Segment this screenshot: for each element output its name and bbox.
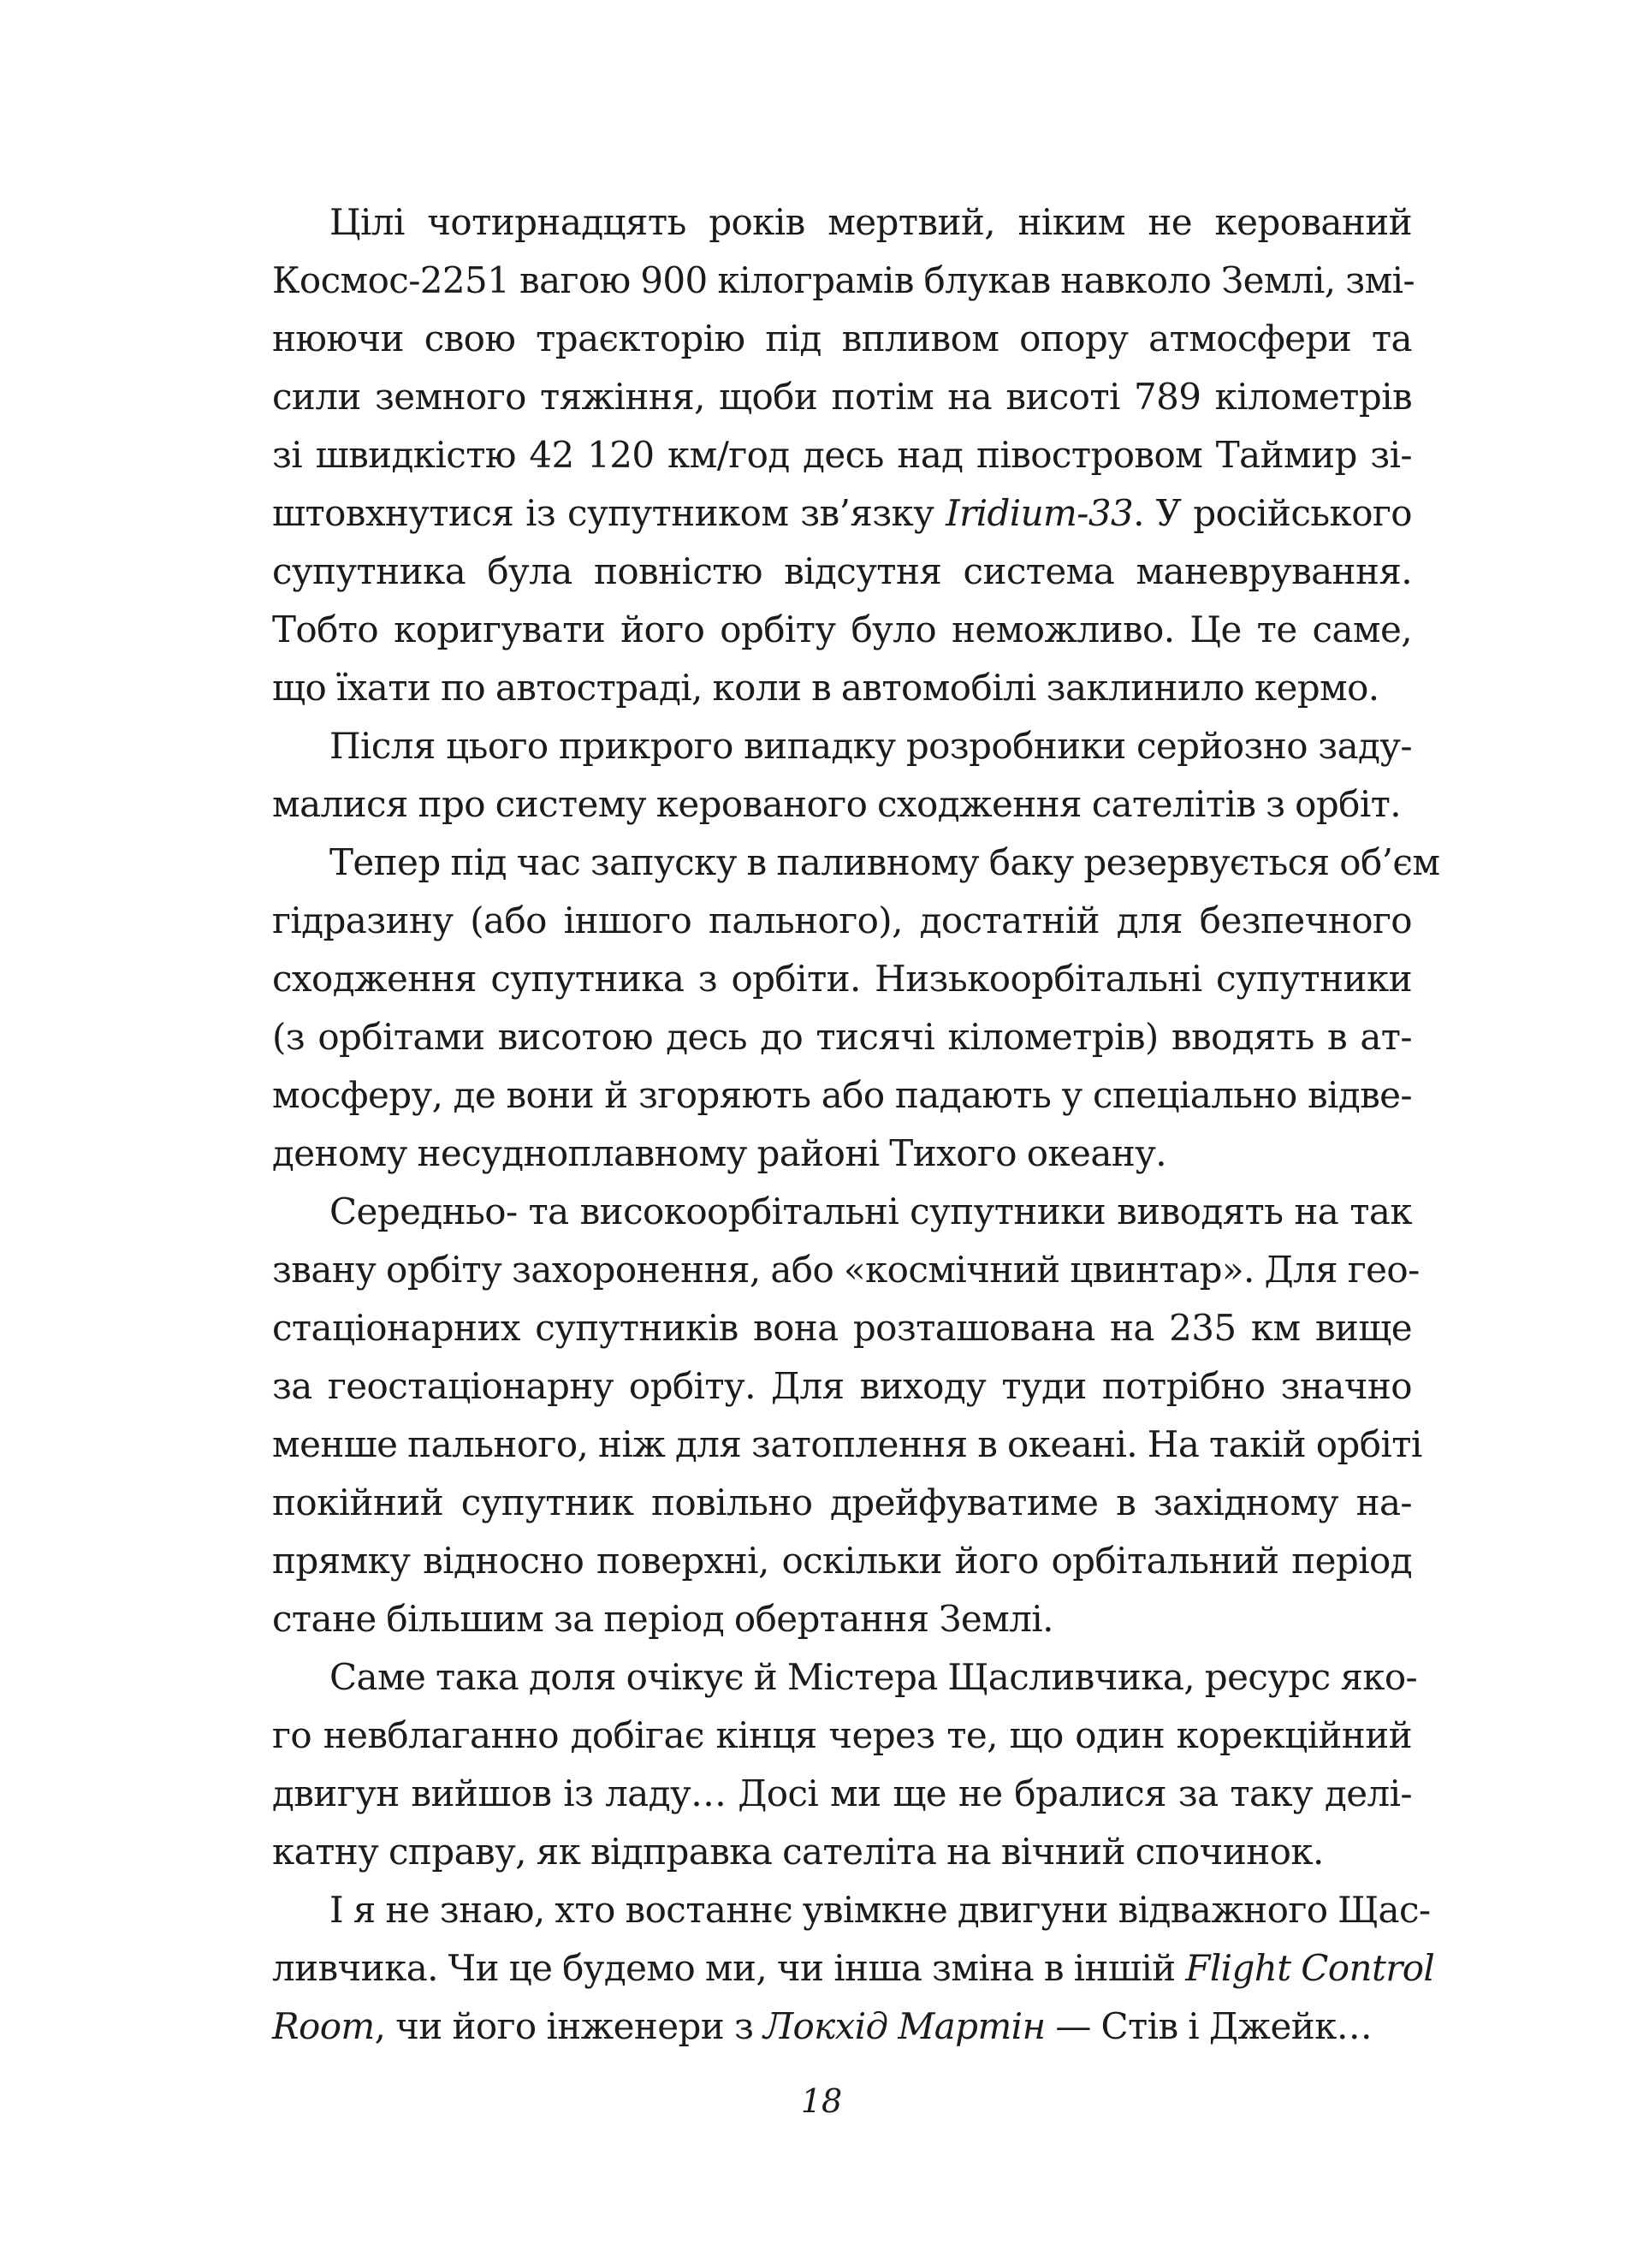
text-line	[272, 1707, 1412, 1765]
text-segment: ливчика. Чи це будемо ми, чи інша зміна в іншій	[272, 1947, 1186, 1989]
text-segment: Цілі чотирнадцять років мертвий, ніким не керований	[329, 201, 1412, 243]
text-segment: звану орбіту захоронення, або «космічний цвинтар». Для гео-	[272, 1249, 1420, 1291]
text-line	[272, 1998, 1412, 2056]
italic-text: Локхід Мартін	[763, 2005, 1046, 2047]
text-segment: за геостаціонарну орбіту. Для виходу туди потрібно значно	[272, 1365, 1412, 1407]
paragraph	[272, 1648, 1418, 1881]
text-segment: деному несудноплавному районі Тихого океану.	[272, 1132, 1167, 1174]
paragraph	[272, 717, 1412, 834]
text-segment: го невблаганно добігає кінця через те, що один корекційний	[272, 1714, 1412, 1756]
text-line	[272, 193, 1412, 252]
text-segment: стане більшим за період обертання Землі.	[272, 1598, 1053, 1640]
text-line	[272, 1183, 1412, 1241]
text-segment: Середньо- та високоорбітальні супутники виводять на так	[329, 1190, 1412, 1232]
text-segment: стаціонарних супутників вона розташована на 235 км вище	[272, 1307, 1412, 1349]
text-segment: Саме така доля очікує й Містера Щасливчика, ресурс яко-	[329, 1656, 1418, 1698]
text-segment: мосферу, де вони й згоряють або падають у спеціально відве-	[272, 1074, 1412, 1116]
text-line	[272, 1939, 1435, 1998]
text-line	[272, 1008, 1412, 1066]
text-segment: Тепер під час запуску в паливному баку резервується об’єм	[329, 841, 1440, 883]
text-segment: нюючи свою траєкторію під впливом опору атмосфери та	[272, 318, 1412, 359]
text-line	[272, 484, 1412, 543]
text-line	[272, 1881, 1431, 1939]
text-segment: І я не знаю, хто востаннє увімкне двигуни відважного Щас-	[329, 1889, 1431, 1931]
text-segment: двигун вийшов із ладу… Досі ми ще не бралися за таку делі-	[272, 1772, 1412, 1814]
text-line	[272, 950, 1412, 1008]
text-segment: — Стів і Джейк…	[1045, 2005, 1373, 2047]
text-line	[272, 892, 1412, 950]
paragraph	[272, 1881, 1435, 2056]
text-segment: сходження супутника з орбіти. Низькоорбітальні супутники	[272, 958, 1412, 1000]
text-line	[272, 775, 1412, 834]
page-number: 18	[800, 2082, 843, 2120]
text-line	[272, 1532, 1412, 1590]
text-segment: малися про систему керованого сходження сателітів з орбіт.	[272, 783, 1402, 825]
text-line	[272, 1474, 1412, 1532]
text-line	[272, 1416, 1422, 1474]
text-line	[272, 543, 1412, 601]
text-line	[272, 1125, 1412, 1183]
text-segment: (з орбітами висотою десь до тисячі кілометрів) вводять в ат-	[272, 1016, 1412, 1058]
text-line	[272, 1066, 1412, 1125]
text-line	[272, 834, 1440, 892]
text-line	[272, 368, 1412, 426]
text-line	[272, 601, 1412, 659]
text-line	[272, 426, 1412, 484]
text-line	[272, 1823, 1412, 1881]
body-text	[272, 193, 1440, 2056]
paragraph	[272, 1183, 1422, 1648]
text-segment: . У російського	[1133, 492, 1412, 534]
text-line	[272, 717, 1412, 775]
italic-text: Iridium-33	[946, 492, 1134, 534]
text-segment: прямку відносно поверхні, оскільки його орбітальний період	[272, 1540, 1412, 1582]
text-line	[272, 1648, 1418, 1707]
text-line	[272, 310, 1412, 368]
paragraph	[272, 834, 1440, 1183]
text-segment: штовхнутися із супутником зв’язку	[272, 492, 946, 534]
text-segment: менше пального, ніж для затоплення в океані. На такій орбіті	[272, 1423, 1422, 1465]
text-segment: , чи його інженери з	[374, 2005, 764, 2047]
italic-text: Flight Control	[1185, 1947, 1435, 1989]
text-segment: Тобто коригувати його орбіту було неможливо. Це те саме,	[272, 609, 1412, 650]
italic-text: Room	[272, 2005, 375, 2047]
text-segment: зі швидкістю 42 120 км/год десь над півостровом Таймир зі-	[272, 434, 1412, 476]
text-segment: супутника була повністю відсутня система маневрування.	[272, 550, 1412, 592]
text-line	[272, 252, 1415, 310]
text-segment: що їхати по автостраді, коли в автомобілі заклинило кермо.	[272, 667, 1379, 709]
text-segment: Після цього прикрого випадку розробники серйозно заду-	[329, 725, 1412, 767]
text-segment: гідразину (або іншого пального), достатній для безпечного	[272, 899, 1412, 941]
text-line	[272, 659, 1412, 717]
text-segment: катну справу, як відправка сателіта на вічний спочинок.	[272, 1831, 1324, 1873]
text-segment: Космос-2251 вагою 900 кілограмів блукав навколо Землі, змі-	[272, 259, 1415, 301]
text-line	[272, 1299, 1412, 1357]
text-line	[272, 1590, 1412, 1648]
text-segment: покійний супутник повільно дрейфуватиме в західному на-	[272, 1481, 1412, 1523]
text-line	[272, 1357, 1412, 1416]
text-line	[272, 1241, 1420, 1299]
paragraph	[272, 193, 1415, 717]
text-segment: сили земного тяжіння, щоби потім на висоті 789 кілометрів	[272, 376, 1412, 418]
text-line	[272, 1765, 1412, 1823]
